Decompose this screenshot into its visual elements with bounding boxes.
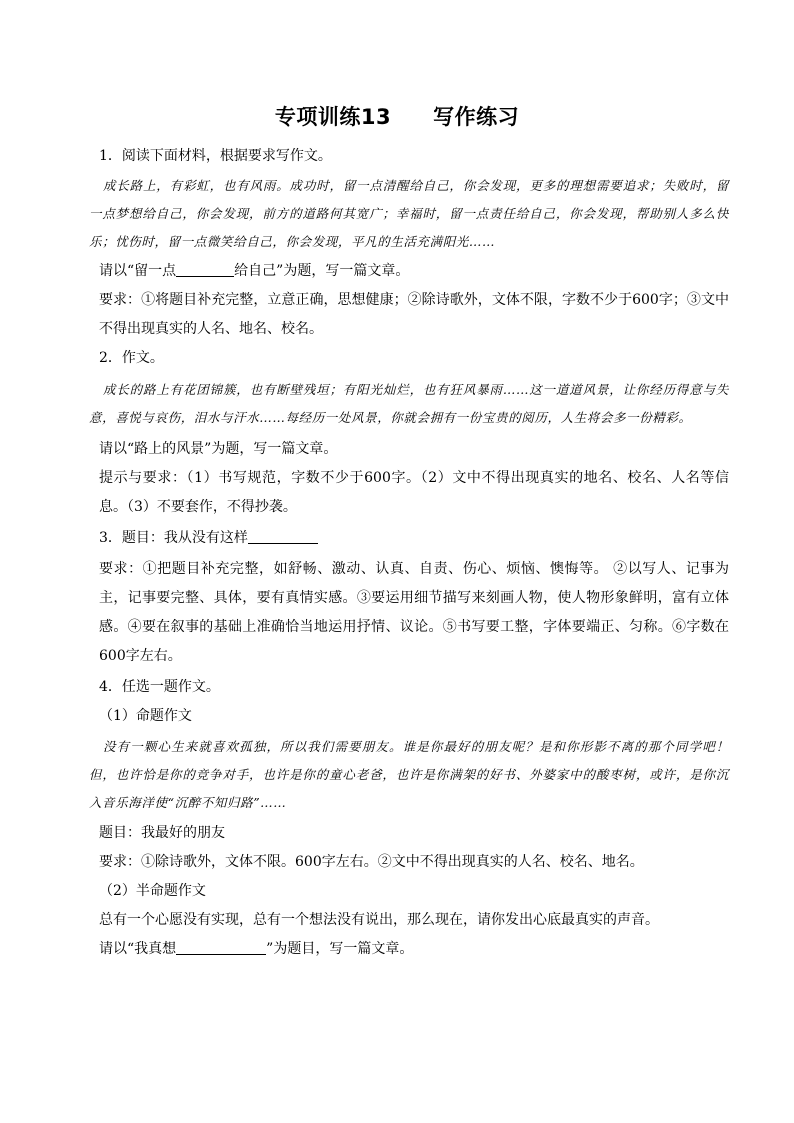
question-4-sub2: （2）半命题作文 [99, 883, 206, 899]
question-1-material: 成长路上，有彩虹，也有风雨。成功时，留一点清醒给自己，你会发现，更多的理想需要追求；失败时，留一点梦想给自己，你会发现，前方的道路何其宽广；幸福时，留一点责任给自己，你会发现，帮助别人多么快乐；忧伤时，留一点微笑给自己，你会发现，平凡的生活充满阳光…… [89, 178, 729, 249]
question-4-sub1: （1）命题作文 [99, 708, 192, 724]
question-1-stem: 1．阅读下面材料，根据要求写作文。 [99, 148, 332, 164]
question-1-requirements: 要求：①将题目补充完整，立意正确，思想健康；②除诗歌外，文体不限，字数不少于600字；③文中不得出现真实的人名、地名、校名。 [99, 292, 729, 337]
fill-blank [248, 529, 318, 544]
question-4-text: 总有一个心愿没有实现，总有一个想法没有说出，那么现在，请你发出心底最真实的声音。 [99, 912, 659, 928]
question-3-requirements: 要求：①把题目补充完整，如舒畅、激动、认真、自责、伤心、烦恼、懊悔等。 ②以写人、记事为主，记事要完整、具体，要有真情实感。③要运用细节描写来刻画人物，使人物形象鲜明，富有立体感。④要在叙事的基础上准确恰当地运用抒情、议论。⑤书写要工整，字体要端正、匀称。⑥字数在600字左右。 [99, 561, 729, 664]
question-4-stem: 4．任选一题作文。 [99, 679, 220, 695]
fill-blank [176, 262, 234, 277]
question-4-topic: 题目：我最好的朋友 [99, 825, 225, 841]
page-title [0, 101, 794, 131]
question-2-requirements: 提示与要求：（1）书写规范，字数不少于600字。（2）文中不得出现真实的地名、校名、人名等信息。（3）不要套作，不得抄袭。 [99, 470, 729, 515]
question-2-material: 成长的路上有花团锦簇，也有断壁残垣；有阳光灿烂，也有狂风暴雨……这一道道风景，让你经历得意与失意，喜悦与哀伤，泪水与汗水……每经历一处风景，你就会拥有一份宝贵的阅历，人生将会多一份精彩。 [89, 382, 729, 425]
question-2-prompt: 请以“路上的风景”为题，写一篇文章。 [99, 441, 338, 457]
question-4-material: 没有一颗心生来就喜欢孤独，所以我们需要朋友。谁是你最好的朋友呢？是和你形影不离的那个同学吧！但，也许恰是你的竞争对手，也许是你的童心老爸，也许是你满架的好书、外婆家中的酸枣树，或许，是你沉入音乐海洋使“沉醉不知归路”…… [89, 739, 729, 810]
document-body [89, 142, 729, 964]
question-3-stem: 3．题目：我从没有这样 [89, 524, 729, 553]
question-2-stem: 2．作文。 [99, 350, 164, 366]
fill-blank [176, 940, 266, 955]
title-sub: 写作练习 [433, 105, 520, 129]
question-4-prompt: 请以“我真想 ”为题目，写一篇文章。 [99, 941, 414, 957]
question-1-prompt: 请以“留一点 给自己”为题，写一篇文章。 [99, 263, 410, 279]
question-4-requirements: 要求：①除诗歌外，文体不限。600字左右。②文中不得出现真实的人名、校名、地名。 [99, 854, 644, 870]
title-main: 专项训练13 [274, 105, 392, 129]
